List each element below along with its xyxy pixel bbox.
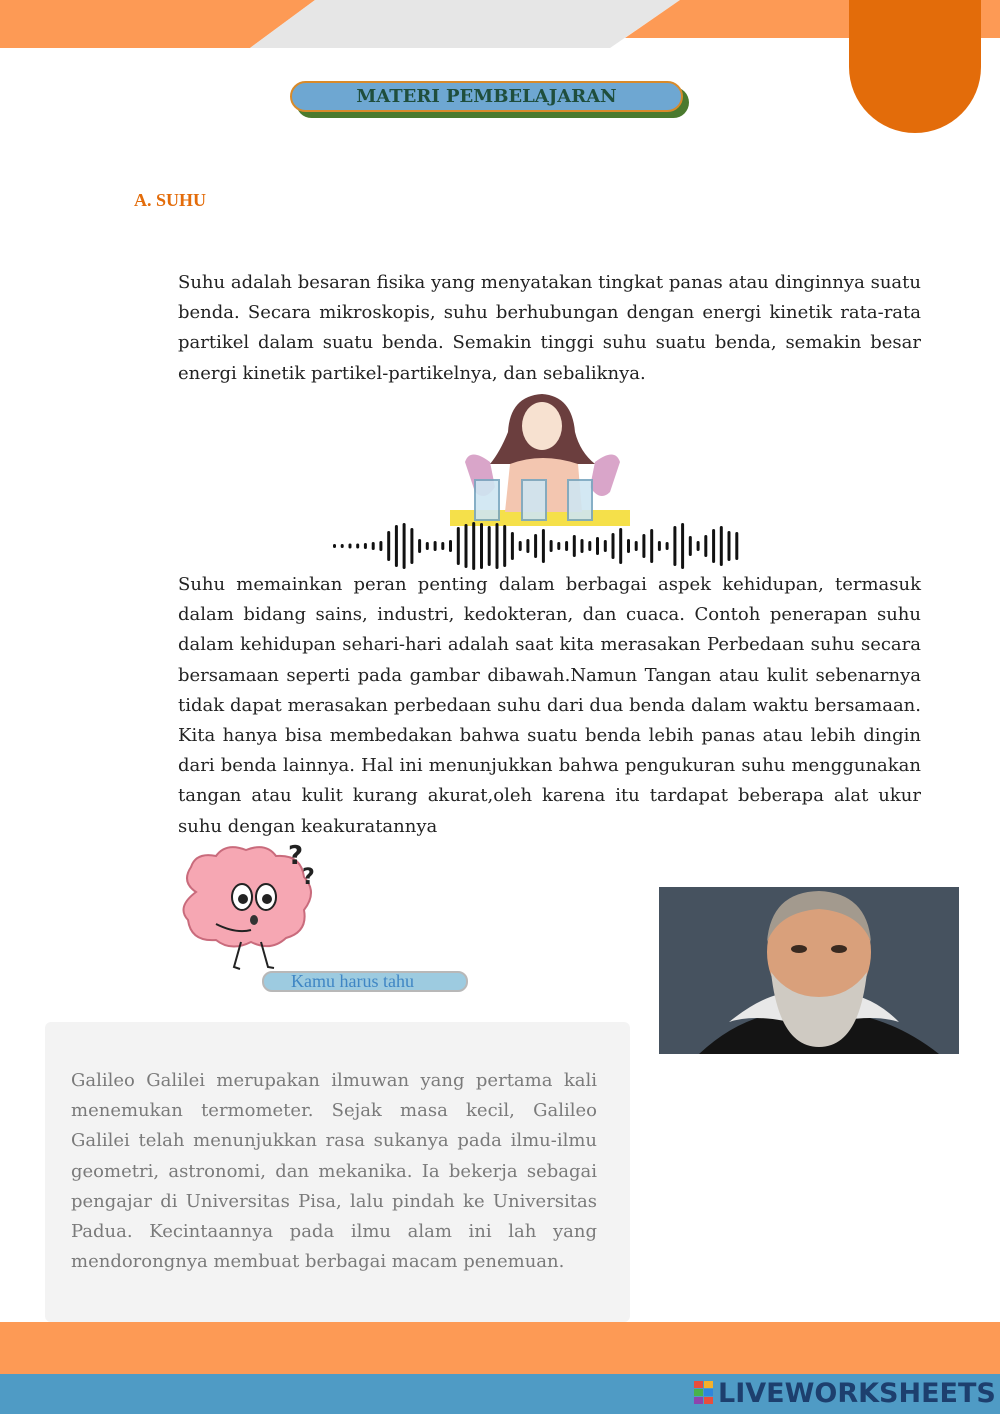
waveform-bar — [604, 540, 607, 552]
waveform-bar — [387, 531, 390, 561]
waveform-bar — [557, 542, 560, 550]
info-text: Galileo Galilei merupakan ilmuwan yang pertama kali menemukan termometer. Sejak masa kecil, Galileo Galilei telah menunjukkan rasa sukanya pada ilmu-ilmu geometri, astronomi, dan mekanika. Ia bekerja sebagai pengajar di Universitas Pisa, lalu pindah ke Universitas Padua. Kecintaannya pada ilmu alam ini lah yang mendorongnya membuat berbagai macam penemuan. — [71, 1070, 597, 1273]
waveform-bar — [395, 525, 398, 567]
waveform-bar — [650, 529, 653, 563]
waveform-bar — [511, 532, 514, 560]
svg-text:?: ? — [302, 865, 315, 890]
waveform-bar — [496, 523, 499, 569]
question-mark-icon: ? — [288, 842, 304, 871]
waveform-bar — [410, 528, 413, 564]
galileo-portrait-image — [659, 887, 959, 1054]
did-you-know-label: Kamu harus tahu — [262, 971, 468, 992]
waveform-bar — [642, 534, 645, 558]
waveform-bar — [457, 527, 460, 565]
waveform-bar — [588, 541, 591, 551]
waveform-bar — [728, 531, 731, 561]
corner-orange-circle — [849, 0, 981, 133]
waveform-bar — [372, 542, 375, 550]
audio-waveform-icon[interactable] — [330, 520, 740, 572]
waveform-bar — [480, 523, 483, 569]
liveworksheets-brand-text: LIVEWORKSHEETS — [718, 1377, 996, 1409]
waveform-bar — [434, 541, 437, 551]
waveform-bar — [441, 542, 444, 550]
waveform-bar — [534, 534, 537, 558]
waveform-bar — [735, 532, 738, 560]
page-title: MATERI PEMBELAJARAN — [290, 81, 683, 112]
temperature-experiment-illustration — [450, 392, 635, 527]
paragraph-definition: Suhu adalah besaran fisika yang menyatakan tingkat panas atau dinginnya suatu benda. Secara mikroskopis, suhu berhubungan dengan energi kinetik rata-rata partikel dalam suatu benda. Semakin tinggi suhu suatu benda, semakin besar energi kinetik partikel-partikelnya, dan sebaliknya. — [178, 272, 921, 384]
waveform-bar — [697, 541, 700, 551]
waveform-bar — [581, 539, 584, 553]
waveform-bar — [379, 541, 382, 551]
waveform-bar — [704, 535, 707, 557]
waveform-bar — [364, 543, 367, 549]
waveform-bar — [627, 539, 630, 553]
waveform-bar — [403, 523, 406, 569]
waveform-bar — [720, 526, 723, 566]
waveform-bar — [426, 542, 429, 550]
waveform-bar — [349, 544, 352, 549]
waveform-bar — [542, 529, 545, 563]
waveform-bar — [526, 539, 529, 553]
waveform-bar — [573, 535, 576, 557]
waveform-bar — [712, 529, 715, 563]
brain-mascot-icon — [176, 842, 326, 972]
waveform-bar — [449, 540, 452, 552]
waveform-bar — [333, 544, 336, 548]
waveform-bar — [612, 533, 615, 559]
paragraph-application: Suhu memainkan peran penting dalam berbagai aspek kehidupan, termasuk dalam bidang sains, industri, kedokteran, dan cuaca. Contoh penerapan suhu dalam kehidupan sehari-hari adalah saat kita merasakan Perbedaan suhu secara bersamaan seperti pada gambar dibawah.Namun Tangan atau kulit sebenarnya tidak dapat merasakan perbedaan suhu dari dua benda dalam waktu bersamaan. Kita hanya bisa membedakan bahwa suatu benda lebih panas atau lebih dingin dari benda lainnya. Hal ini menunjukkan bahwa pengukuran suhu menggunakan tangan atau kulit kurang akurat,oleh karena itu tardapat beberapa alat ukur suhu dengan keakuratannya — [178, 574, 921, 837]
waveform-bar — [596, 537, 599, 555]
waveform-bar — [418, 539, 421, 553]
waveform-bar — [689, 536, 692, 556]
section-heading: A. SUHU — [134, 190, 207, 210]
waveform-bar — [341, 544, 344, 548]
waveform-bar — [519, 541, 522, 551]
waveform-bar — [550, 540, 553, 552]
waveform-bar — [472, 522, 475, 570]
waveform-bar — [503, 525, 506, 567]
waveform-bar — [681, 523, 684, 569]
footer-orange-band — [0, 1322, 1000, 1374]
waveform-bar — [666, 542, 669, 550]
waveform-bar — [488, 526, 491, 566]
liveworksheets-logo[interactable] — [694, 1375, 996, 1411]
liveworksheets-logo-icon — [694, 1381, 714, 1405]
waveform-bar — [356, 544, 359, 549]
waveform-bar — [465, 524, 468, 568]
waveform-bar — [619, 528, 622, 564]
waveform-bar — [635, 541, 638, 551]
waveform-bar — [565, 541, 568, 551]
waveform-bar — [658, 541, 661, 551]
waveform-bar — [673, 526, 676, 566]
